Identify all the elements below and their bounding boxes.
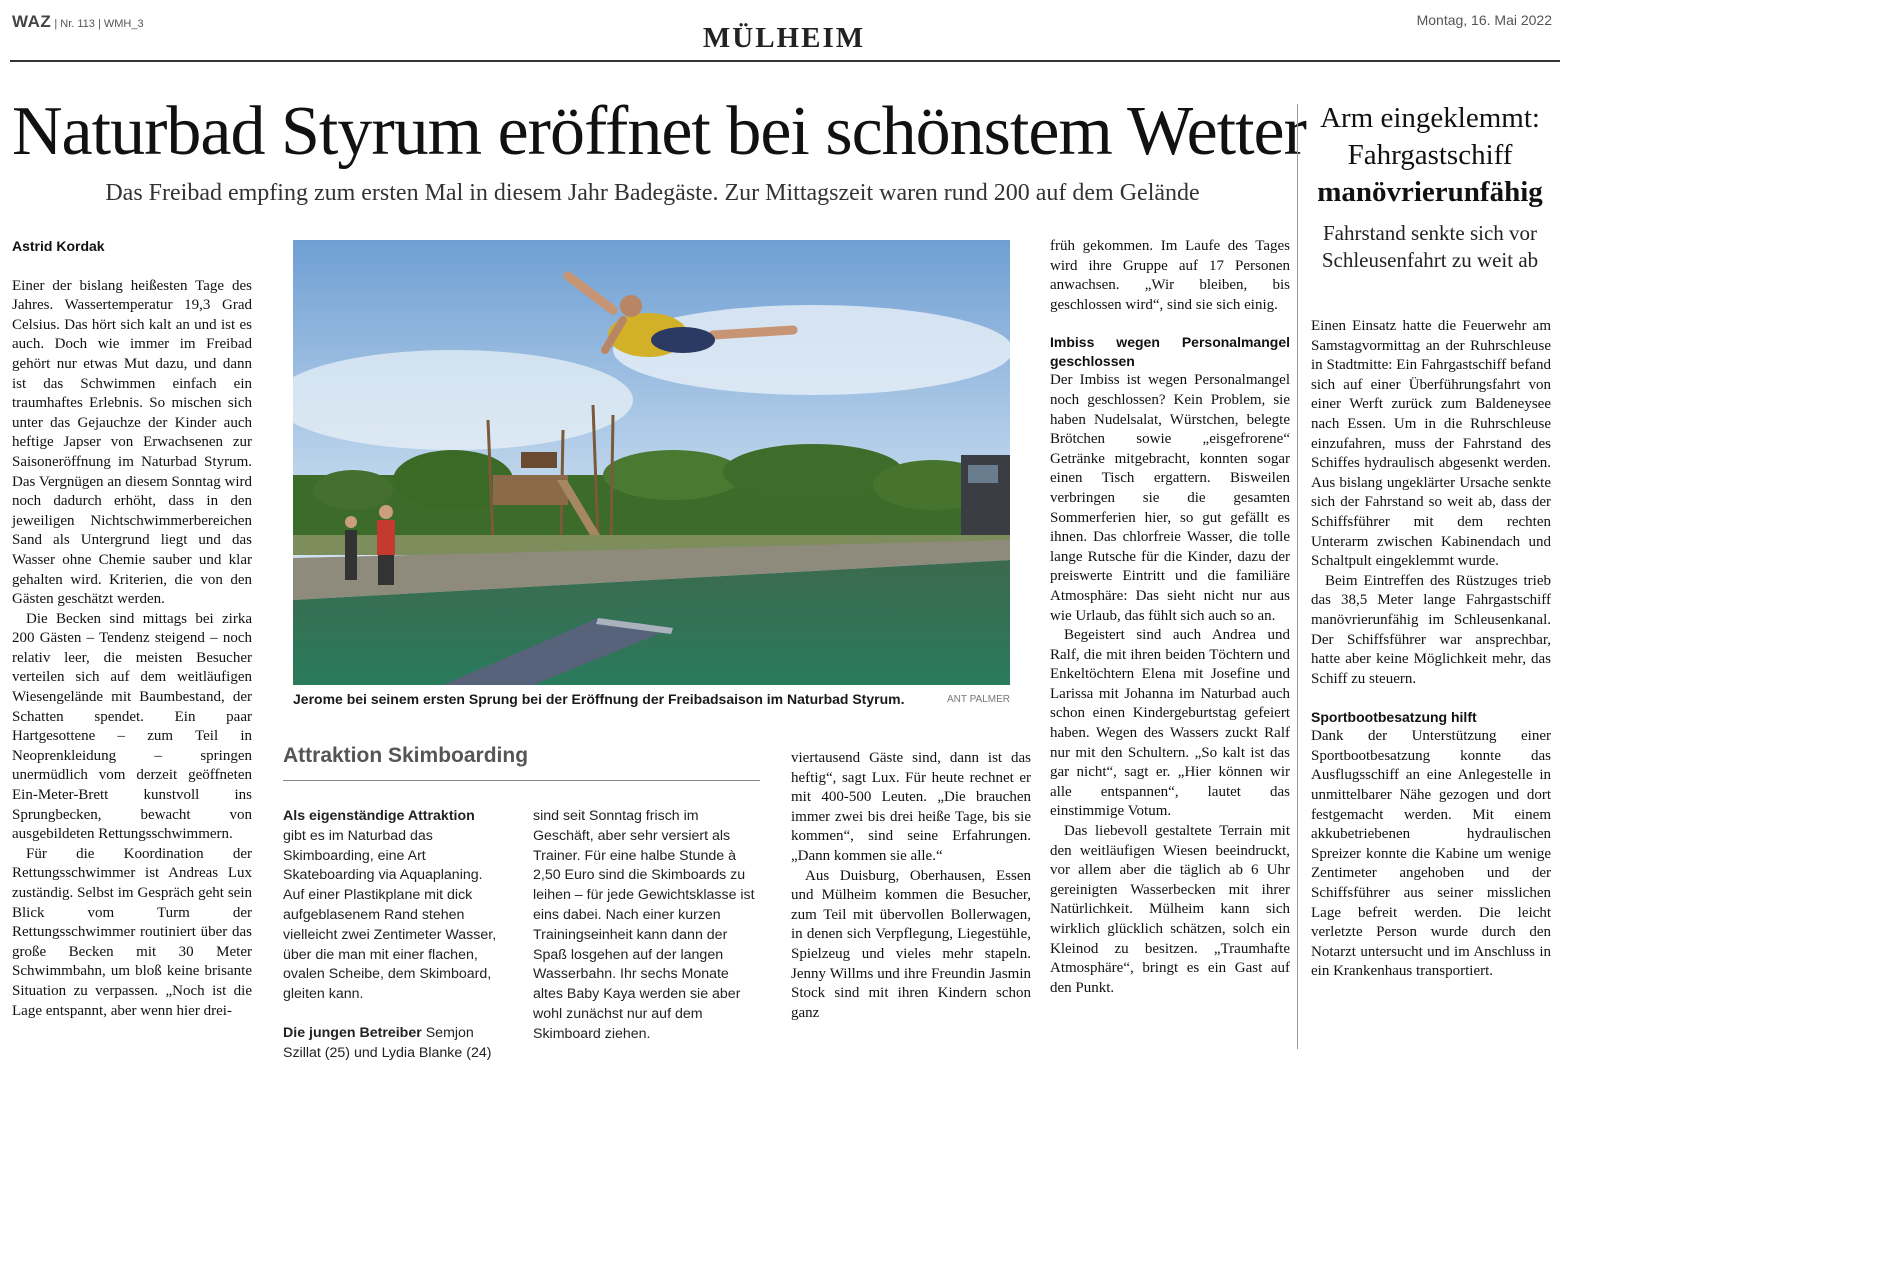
- photo-credit: ANT PALMER: [947, 694, 1010, 705]
- skimboarding-paragraph: [283, 807, 507, 1005]
- section-subhead: Sportbootbesatzung hilft: [1311, 709, 1477, 726]
- article-column-1: [12, 237, 252, 1021]
- paragraph: früh gekommen. Im Laufe des Tages wird ihre Gruppe auf 17 Personen anwachsen. „Wir bleiben, bis geschlossen wird“, sind sie sich einig.: [1050, 238, 1290, 313]
- paragraph: Dank der Unterstützung einer Sportbootbesatzung konnte das Ausflugsschiff an eine Anlegestelle in unmittelbarer Nähe gezogen und dort festgemacht werden. Mit einem akkubetriebenen hydraulischen Spreizer konnte die Kabine um wenige Zentimeter angehoben und der Schiffsführer aus seiner misslichen Lage befreit werden. Die leicht verletzte Person wurde durch den Notarzt untersucht und im Anschluss in ein Krankenhaus transportiert.: [1311, 728, 1551, 980]
- paragraph: Einer der bislang heißesten Tage des Jahres. Wassertemperatur 19,3 Grad Celsius. Das hört sich kalt an und ist es auch. Doch wie immer im Freibad gehört nur etwas Mut dazu, und dann ist das Schwimmen einfach ein traumhaftes Erlebnis. So mischen sich unter das Gejauchze der Kinder auch heftige Japser von Erwachsenen zur Saisoneröffnung im Naturbad Styrum. Das Vergnügen an diesem Sonntag wird noch dadurch erhöht, dass in den jeweiligen Nichtschwimmerbereichen Sand als Untergrund liegt und das Wasser ohne Chemie sauber und klar gehalten wird. Kriterien, die von den Gästen geschätzt werden.: [12, 277, 252, 608]
- paragraph: Begeistert sind auch Andrea und Ralf, die mit ihren beiden Töchtern und Enkeltöchtern Elena mit Josefine und Larissa mit Johanna im Naturbad auch schon einen Kindergeburtstag gefeiert haben. Wegen des Wassers zuckt Ralf nur mit den Schultern. „So kalt ist das gar nicht“, sagt er. „Hier können wir alle entspannen“, lautet das einstimmige Votum.: [1050, 627, 1290, 820]
- photo-caption: [293, 691, 1010, 707]
- paragraph: Einen Einsatz hatte die Feuerwehr am Samstagvormittag an der Ruhrschleuse in Stadtmitte: Ein Fahrgastschiff befand sich auf einer Überführungsfahrt von einer Werft zurück zum Baldeneysee nach Essen. Um in die Ruhrschleuse einzufahren, muss der Fahrstand des Schiffes hydraulisch abgesenkt werden. Aus bislang ungeklärter Ursache senkte sich der Fahrstand so weit ab, dass der Schiffsführer mit dem rechten Unterarm zwischen Kabinendach und Schaltpult eingeklemmt wurde.: [1311, 318, 1551, 570]
- skimboarding-lead: Als eigenständige Attraktion: [283, 808, 475, 824]
- skimboarding-text: Semjon Szillat (25) und Lydia Blanke (24): [283, 1024, 492, 1061]
- header-rule: [10, 60, 1560, 62]
- paragraph: Das liebevoll gestaltete Terrain mit den weitläufigen Wiesen beeindruckt, vor allem aber die täglich ab 6 Uhr gereinigten Wasserbecken mit ihrer Natürlichkeit. Mülheim kann sich wirklich glücklich schätzen, solch ein Kleinod zu besitzen. „Traumhafte Atmosphäre“, bringt es ein Gast auf den Punkt.: [1050, 823, 1290, 996]
- sidebar-headline-line: Arm eingeklemmt:: [1320, 102, 1540, 134]
- issue-date: Montag, 16. Mai 2022: [1416, 12, 1552, 28]
- newspaper-logo: WAZ: [12, 12, 52, 31]
- article-column-5: [1050, 237, 1290, 998]
- column-divider: [1297, 104, 1298, 1049]
- skimboarding-text: gibt es im Naturbad das Skimboarding, eine Art Skateboarding via Aquaplaning. Auf einer Plastikplane mit dick aufgeblasenem Rand stehen vielleicht zwei Zentimeter Wasser, über die man mit einer flachen, ovalen Scheibe, dem Skimboard, gleiten kann.: [283, 827, 497, 1003]
- sidebar-column: [1311, 317, 1551, 982]
- skimboarding-column-2: [533, 807, 758, 1045]
- skimboarding-column-1: [283, 807, 507, 1064]
- article-column-4: [791, 749, 1031, 1023]
- author-byline: Astrid Kordak: [12, 238, 105, 254]
- article-subheadline: Das Freibad empfing zum ersten Mal in diesem Jahr Badegäste. Zur Mittagszeit waren rund 200 auf dem Gelände: [105, 180, 1200, 206]
- skimboarding-rule: [283, 780, 760, 781]
- skimboarding-paragraph: [283, 1024, 507, 1064]
- sidebar-headline-line: Fahrgastschiff: [1347, 139, 1513, 171]
- sidebar-headline: [1304, 100, 1556, 211]
- article-headline: Naturbad Styrum eröffnet bei schönstem Wetter: [12, 93, 1306, 170]
- caption-text: Jerome bei seinem ersten Sprung bei der Eröffnung der Freibadsaison im Naturbad Styrum.: [293, 691, 905, 707]
- paragraph: Für die Koordination der Rettungsschwimmer ist Andreas Lux zuständig. Selbst im Gespräch geht sein Blick vom Turm der Rettungsschwimmer routiniert über das große Becken mit 30 Meter Schwimmbahn, um bloß keine brisante Situation zu verpassen. „Noch ist die Lage entspannt, aber wenn hier drei-: [12, 845, 252, 1019]
- skimboarding-paragraph: sind seit Sonntag frisch im Geschäft, aber sehr versiert als Trainer. Für eine halbe Stunde à 2,50 Euro sind die Skimboards zu leihen – für jede Gewichtsklasse ist eins dabei. Nach einer kurzen Trainingseinheit kann dann der Spaß losgehen auf der langen Wasserbahn. Ihr sechs Monate altes Baby Kaya werden sie aber wohl zunächst nur auf dem Skimboard ziehen.: [533, 808, 755, 1042]
- paragraph: Die Becken sind mittags bei zirka 200 Gästen – Tendenz steigend – noch relativ leer, die meisten Besucher verteilen sich auf dem weitläufigen Wiesengelände mit Baumbestand, der Schatten spendet. Ein paar Hartgesottene – zum Teil in Neoprenkleidung – springen unermüdlich vom derzeit geöffneten Ein-Meter-Brett kunstvoll ins Sprungbecken, bewacht von ausgebildeten Rettungsschwimmern.: [12, 610, 252, 843]
- article-photo: [293, 240, 1010, 685]
- paragraph: Der Imbiss ist wegen Personalmangel noch geschlossen? Kein Problem, sie haben Nudelsalat, Würstchen, belegte Brötchen sowie „eisgefrorene“ Getränke mitgebracht, konnten sogar einen Tisch ergattern. Bisweilen verbringen sie die gesamten Sommerferien hier, so gut gefällt es ihnen. Das chlorfreie Wasser, die tolle lange Rutsche für die Kinder, dazu der preiswerte Eintritt und die familiäre Atmosphäre: Das sieht nicht nur aus wie Urlaub, das fühlt sich auch so an.: [1050, 372, 1290, 624]
- issue-number: | Nr. 113 | WMH_3: [54, 18, 144, 30]
- sidebar-headline-line: manövrierunfähig: [1317, 176, 1543, 208]
- paragraph: viertausend Gäste sind, dann ist das heftig“, sagt Lux. Für heute rechnet er mit 400-500 Leuten. „Die brauchen immer zwei bis drei heiße Tage, bis sie kommen“, sind seine Erfahrungen. „Dann kommen sie alle.“: [791, 750, 1031, 864]
- sidebar-subheadline: Fahrstand senkte sich vor Schleusenfahrt zu weit ab: [1321, 221, 1539, 272]
- skimboarding-lead: Die jungen Betreiber: [283, 1024, 422, 1041]
- paragraph: Aus Duisburg, Oberhausen, Essen und Mülheim kommen die Besucher, zum Teil mit übervollen Bollerwagen, in denen sich Verpflegung, Liegestühle, Spielzeug und vieles mehr stapeln. Jenny Willms und ihre Freundin Jasmin Stock sind mit ihren Kindern schon ganz: [791, 867, 1031, 1021]
- section-subhead: Imbiss wegen Personalmangel geschlossen: [1050, 334, 1290, 370]
- skimboarding-title: Attraktion Skimboarding: [283, 744, 529, 767]
- section-title: MÜLHEIM: [702, 22, 866, 54]
- paragraph: Beim Eintreffen des Rüstzuges trieb das 38,5 Meter lange Fahrgastschiff manövrierunfähig im Schleusenkanal. Der Schiffsführer war ansprechbar, hatte aber keine Möglichkeit mehr, das Schiff zu steuern.: [1311, 572, 1551, 687]
